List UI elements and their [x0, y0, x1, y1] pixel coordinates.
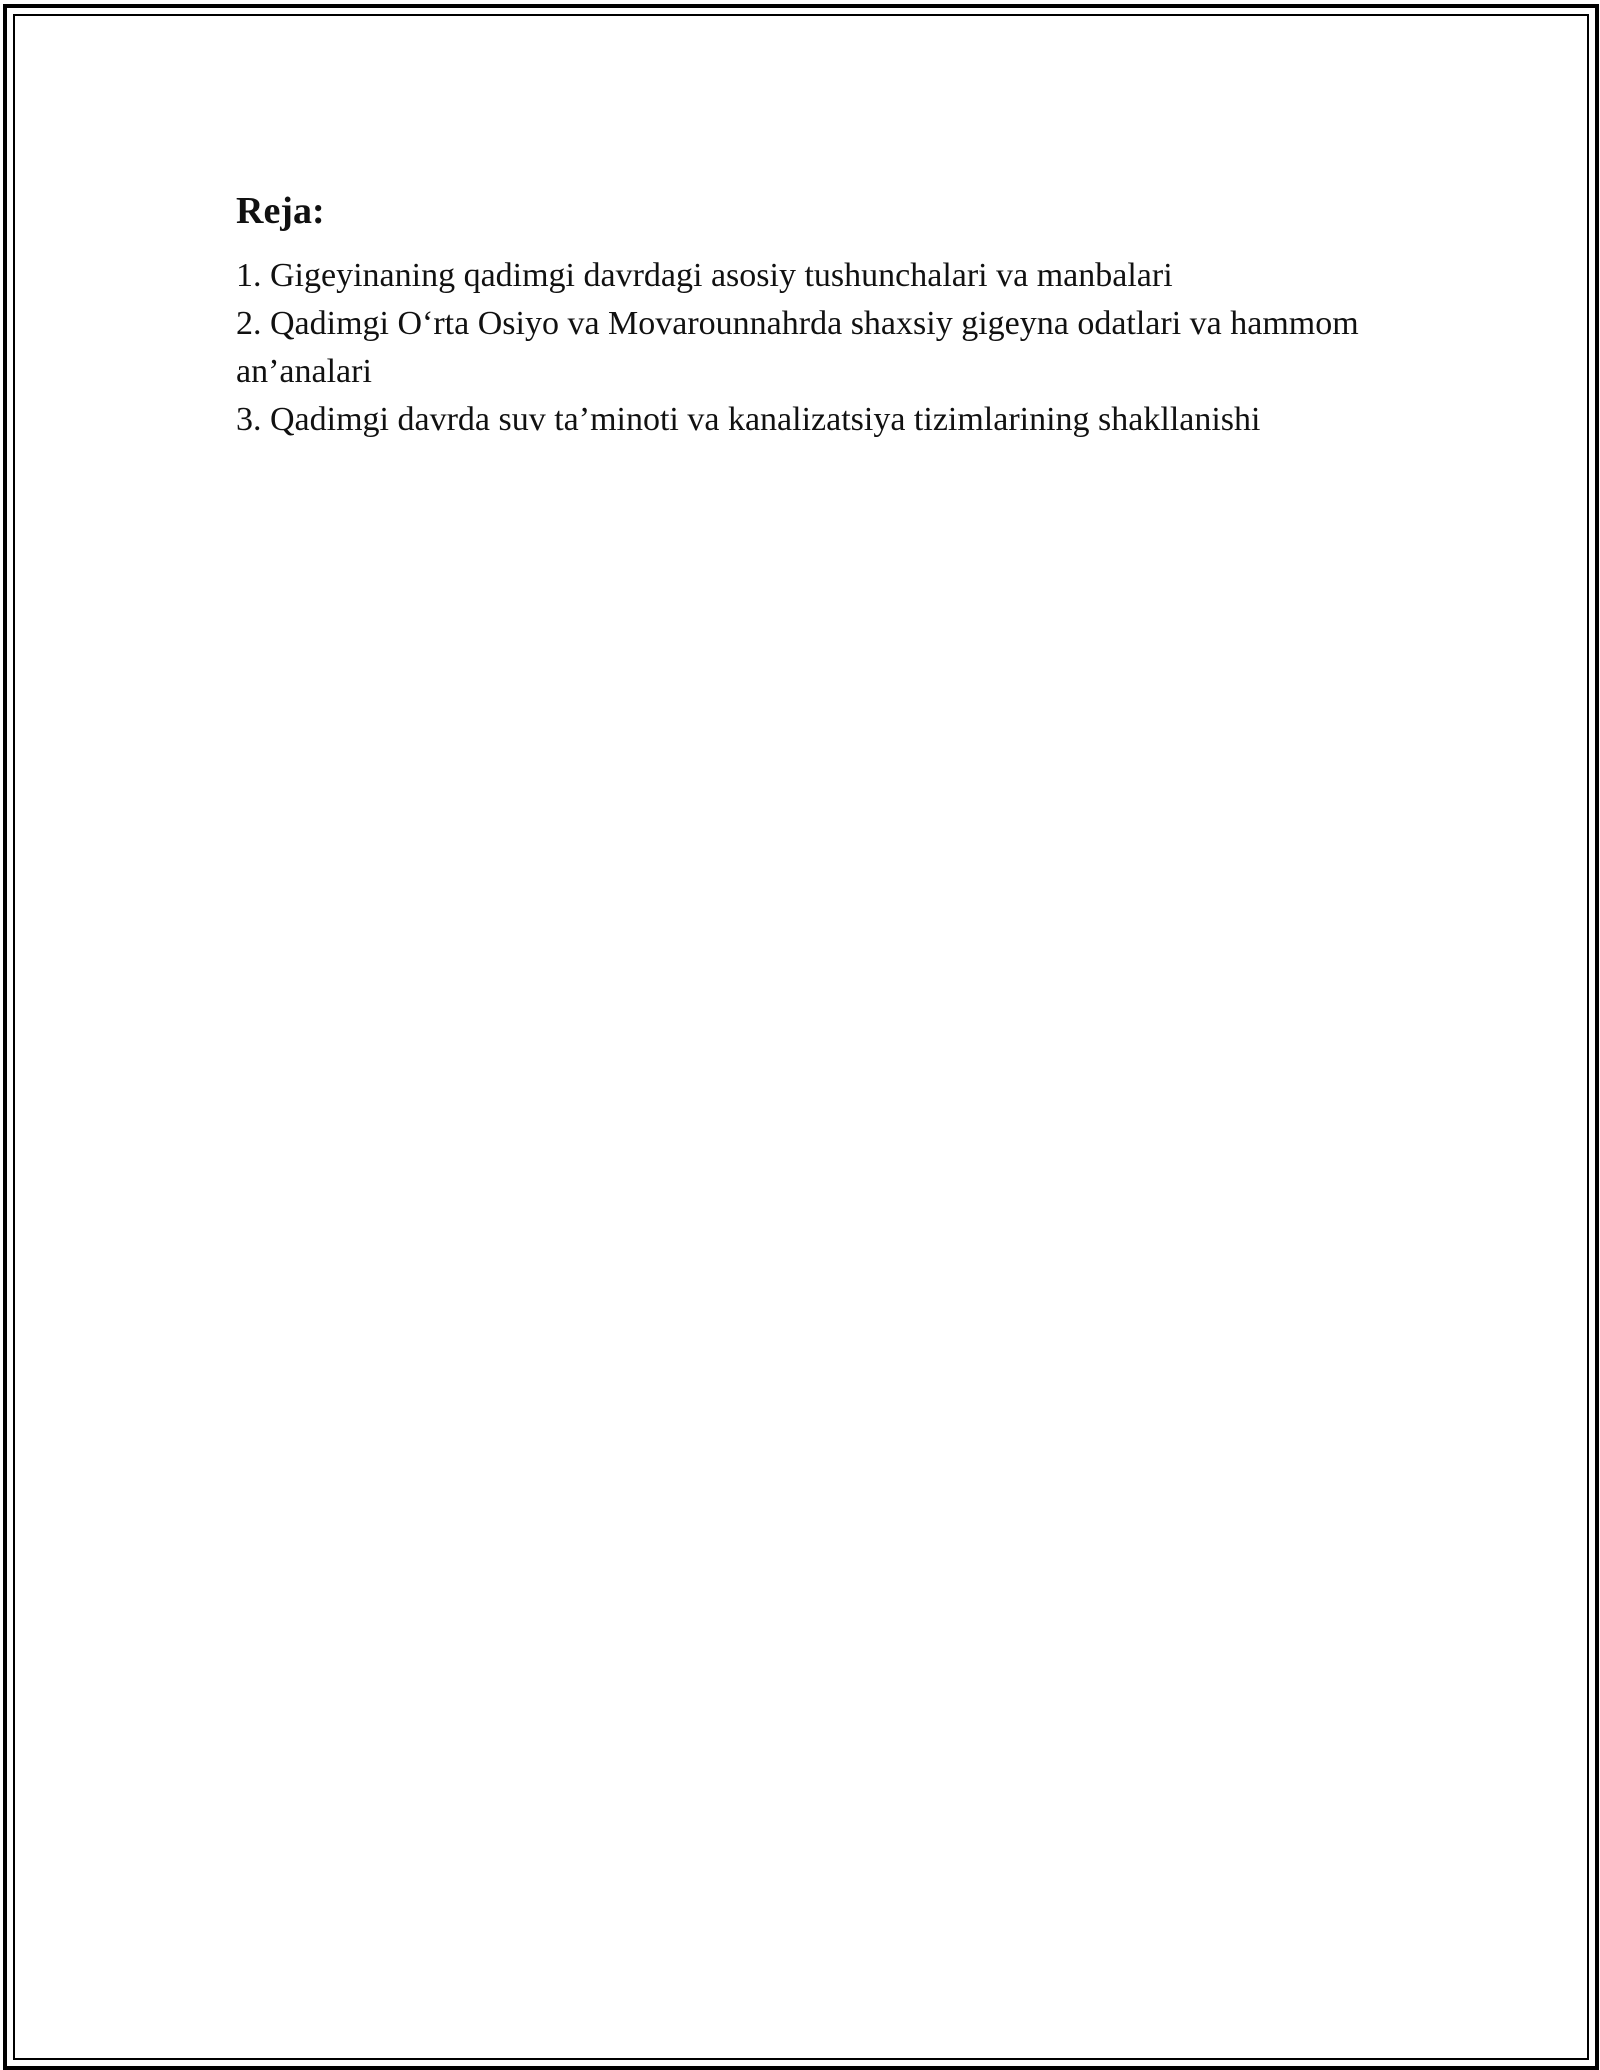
- plan-list: [236, 252, 1396, 444]
- plan-item-1: 1. Gigeyinaning qadimgi davrdagi asosiy tushunchalari va manbalari: [236, 257, 1173, 294]
- plan-title: Reja:: [236, 190, 325, 232]
- plan-item-3: 3. Qadimgi davrda suv ta’minoti va kanalizatsiya tizimlarining shakllanishi: [236, 401, 1261, 438]
- plan-item-2: 2. Qadimgi O‘rta Osiyo va Movarounnahrda shaxsiy gigeyna odatlari va hammom an’analari: [236, 305, 1359, 390]
- document-body: [236, 186, 1396, 444]
